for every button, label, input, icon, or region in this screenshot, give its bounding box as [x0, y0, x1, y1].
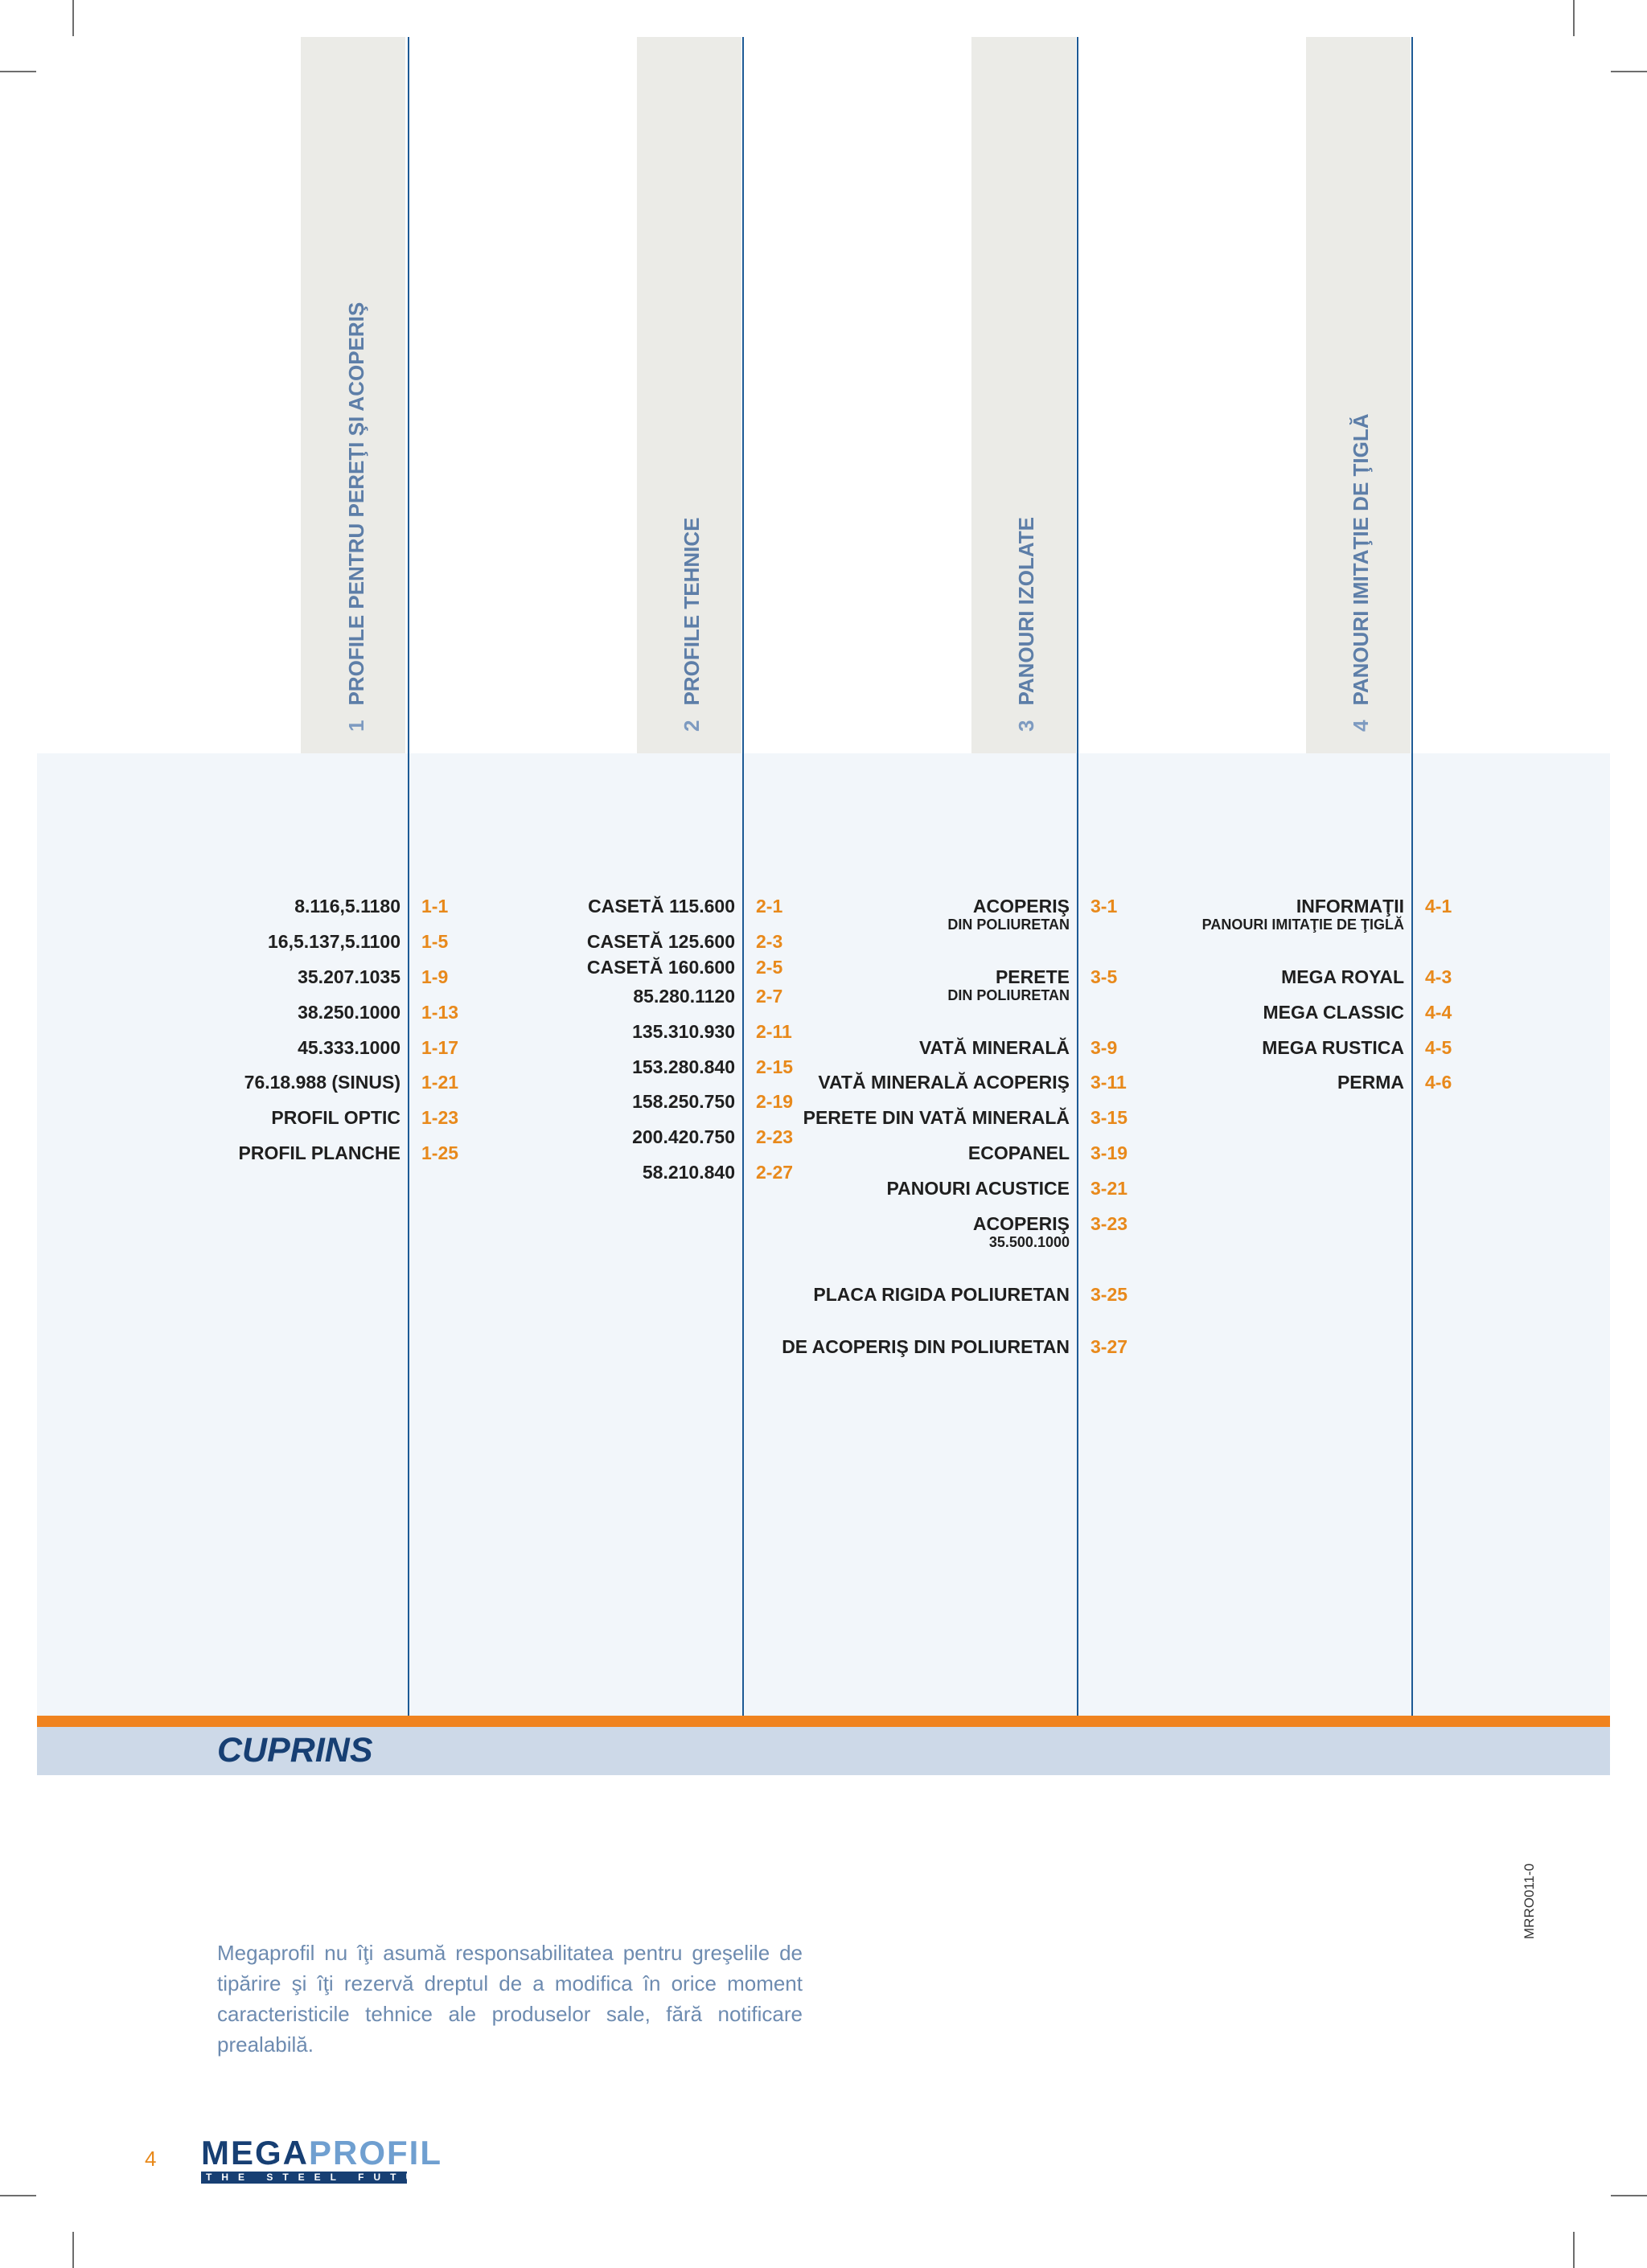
toc-entry-name: CASETĂ 115.600	[588, 896, 735, 917]
column-number: 2	[680, 720, 704, 732]
column-title-text: PANOURI IMITAŢIE DE ŢIGLĂ	[1349, 413, 1373, 706]
crop-mark	[0, 2195, 36, 2196]
toc-entry-name: 153.280.840	[632, 1056, 735, 1077]
toc-page-ref: 2-27	[756, 1162, 794, 1183]
toc-page-ref: 2-15	[756, 1056, 794, 1077]
toc-entry-name: 16,5.137,5.1100	[268, 931, 400, 952]
column-title-4	[1349, 414, 1374, 732]
column-number: 3	[1014, 720, 1038, 732]
column-title-3	[1014, 517, 1039, 732]
logo-wordmark	[201, 2134, 442, 2172]
column-divider-2	[742, 37, 744, 1716]
toc-entry-name: MEGA ROYAL	[1281, 966, 1404, 987]
crop-mark	[0, 71, 36, 72]
toc-page-ref: 1-25	[421, 1142, 459, 1163]
crop-mark	[1611, 71, 1647, 72]
toc-page-ref: 3-25	[1090, 1284, 1128, 1305]
column-number: 4	[1349, 720, 1373, 732]
crop-mark	[1611, 2195, 1647, 2196]
crop-mark	[1573, 0, 1575, 36]
toc-page-ref: 4-3	[1425, 966, 1452, 987]
toc-page-ref: 3-11	[1090, 1072, 1127, 1093]
crop-mark	[72, 2232, 74, 2268]
toc-page-ref: 3-27	[1090, 1336, 1128, 1357]
toc-entry-name: 38.250.1000	[298, 1002, 400, 1023]
page-number: 4	[145, 2147, 157, 2171]
section-title: CUPRINS	[217, 1731, 373, 1770]
toc-entry-name: 35.207.1035	[298, 966, 400, 987]
toc-entry-name: 8.116,5.1180	[294, 896, 400, 917]
toc-entry-subtitle: DIN POLIURETAN	[947, 917, 1070, 933]
toc-page-ref: 2-23	[756, 1126, 794, 1147]
logo-tagline: THE STEEL FUTURE	[201, 2172, 407, 2184]
toc-entry-name: 58.210.840	[642, 1162, 735, 1183]
column-title-2	[680, 518, 704, 732]
column-title-text: PANOURI IZOLATE	[1014, 517, 1038, 706]
column-title-text: PROFILE TEHNICE	[680, 517, 704, 706]
toc-page-ref: 3-23	[1090, 1213, 1128, 1234]
toc-entry-subtitle: PANOURI IMITAŢIE DE ŢIGLĂ	[1201, 917, 1404, 933]
toc-page-ref: 4-5	[1425, 1037, 1452, 1058]
toc-entry-name: PROFIL OPTIC	[271, 1107, 400, 1128]
toc-entry-subtitle: 35.500.1000	[988, 1234, 1070, 1250]
toc-entry-name: 76.18.988 (SINUS)	[244, 1072, 400, 1093]
logo-word-mega: MEGA	[201, 2134, 309, 2172]
column-title-1	[344, 302, 369, 732]
toc-entry-name: INFORMAŢII	[1296, 896, 1404, 917]
toc-entry-name: PROFIL PLANCHE	[238, 1142, 400, 1163]
megaprofil-logo	[201, 2134, 455, 2184]
toc-page-ref: 3-21	[1090, 1178, 1128, 1199]
toc-entry-name: ECOPANEL	[967, 1142, 1070, 1163]
toc-page-ref: 2-19	[756, 1091, 794, 1112]
toc-page-ref: 1-17	[421, 1037, 459, 1058]
column-divider-4	[1411, 37, 1413, 1716]
toc-page-ref: 2-5	[756, 957, 783, 978]
toc-entry-name: PLACA RIGIDA POLIURETAN	[813, 1284, 1070, 1305]
column-divider-1	[408, 37, 409, 1716]
toc-page-ref: 4-4	[1425, 1002, 1452, 1023]
toc-entry-name: 158.250.750	[632, 1091, 735, 1112]
logo-word-profil: PROFIL	[309, 2134, 442, 2172]
toc-page-ref: 1-23	[421, 1107, 459, 1128]
toc-page-ref: 2-7	[756, 986, 783, 1007]
toc-entry-name: ACOPERIŞ	[972, 1213, 1070, 1234]
toc-entry-name: VATĂ MINERALĂ ACOPERIŞ	[818, 1072, 1070, 1093]
document-code: MRRO011-0	[1522, 1863, 1537, 1939]
toc-entry-name: ACOPERIŞ	[972, 896, 1070, 917]
toc-entry-name: MEGA CLASSIC	[1263, 1002, 1404, 1023]
toc-entry-name: VATĂ MINERALĂ	[919, 1037, 1070, 1058]
column-title-text: PROFILE PENTRU PEREŢI ŞI ACOPERIŞ	[344, 301, 368, 706]
toc-page-ref: 3-9	[1090, 1037, 1118, 1058]
toc-page-ref: 1-1	[421, 896, 449, 917]
toc-entry-name: PANOURI ACUSTICE	[886, 1178, 1070, 1199]
toc-entry-name: MEGA RUSTICA	[1262, 1037, 1404, 1058]
toc-entry-name: PERETE DIN VATĂ MINERALĂ	[803, 1107, 1070, 1128]
toc-entry-name: CASETĂ 160.600	[586, 957, 735, 978]
toc-page-ref: 2-11	[756, 1021, 792, 1042]
toc-page-ref: 3-15	[1090, 1107, 1128, 1128]
toc-entry-name: DE ACOPERIŞ DIN POLIURETAN	[782, 1336, 1070, 1357]
toc-entry-name: CASETĂ 125.600	[586, 931, 735, 952]
toc-page-ref: 4-1	[1425, 896, 1452, 917]
crop-mark	[1573, 2232, 1575, 2268]
disclaimer-text: Megaprofil nu îţi asumă responsabilitatea pentru greşelile de tipărire şi îţi rezervă dreptul de a modifica în orice moment caracteristicile tehnice ale produselor sale, fără notificare prealabilă.	[217, 1941, 803, 2057]
toc-page-ref: 1-21	[421, 1072, 459, 1093]
toc-entry-subtitle: DIN POLIURETAN	[947, 987, 1070, 1003]
toc-page-ref: 3-1	[1090, 896, 1118, 917]
toc-page-ref: 4-6	[1425, 1072, 1452, 1093]
toc-page-ref: 2-1	[756, 896, 783, 917]
toc-entry-name: 135.310.930	[632, 1021, 735, 1042]
toc-entry-name: 200.420.750	[632, 1126, 735, 1147]
toc-entry-name: PERETE	[995, 966, 1070, 987]
toc-entry-name: PERMA	[1337, 1072, 1404, 1093]
accent-bar	[37, 1716, 1610, 1727]
column-divider-3	[1077, 37, 1078, 1716]
toc-page-ref: 3-19	[1090, 1142, 1128, 1163]
toc-page-ref: 1-13	[421, 1002, 459, 1023]
toc-page-ref: 3-5	[1090, 966, 1118, 987]
toc-page-ref: 1-5	[421, 931, 449, 952]
toc-entry-name: 45.333.1000	[298, 1037, 400, 1058]
toc-entry-name: 85.280.1120	[633, 986, 735, 1007]
column-number: 1	[344, 720, 368, 732]
crop-mark	[72, 0, 74, 36]
toc-page-ref: 2-3	[756, 931, 783, 952]
toc-page-ref: 1-9	[421, 966, 449, 987]
